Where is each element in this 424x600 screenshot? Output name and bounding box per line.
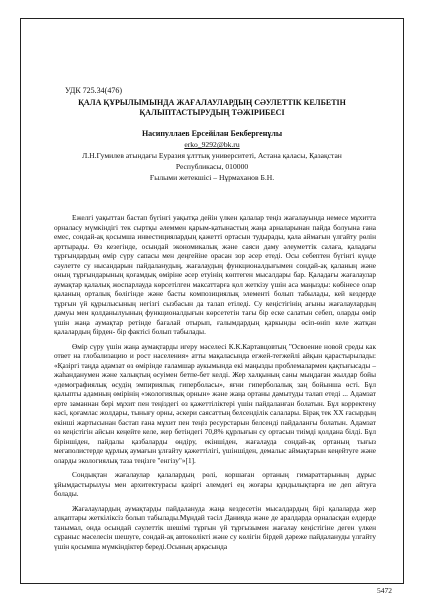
body-paragraph-4: Жағалаулардың аумақтарды пайдалануда жаңа кездесетін мысалдардың бірі қалаларда жер алқаптары жеткіліксіз болып табылады.Мұндай тәсіл Данияда және де аралдарда орналасқан елдерде танымал, онда осындай сәулеттік шешімі тұрғын үй тұрғызымен жағалау кеңістігіне деген үлкен сұраныс мәселесін шешуге, сондай-ақ автокөлікті және су көлігін бірдей дәреже пайдалануды үлгайту үшін қосымша мүмкіндіктер береді.Осының арқасында xyxy=(54,503,376,551)
article-body xyxy=(54,213,376,556)
body-paragraph-2: Өмір сүру үшін жаңа аумақтарды игеру мәселесі К.К.Картавцовтың "Освоение новой среды как ответ на глобализацию и рост населения» атты мақаласында егжей-тегжейлі айқын қарастырылады: «Қазіргі таңда адамзат өз өмірінде ғаламшар аукымында екі маңызды проблемалармен қақтығысады – жаһанданумен және халықтың өсуімен бетпе-бет келді. Жер халқының саны мыңдаған жылдар бойы «демографиялық өсудің эмпириялық гиперболасы», яғни гиперболалық заң бойынша өсті. Бұл қалыпты адамның өмірінің «экологиялық орнын» және жаңа ортаны дамытуды талап етеді ... Адамзат ерте заманнан бері мұхит пен теңіздегі өз қажеттіліктері үшін пайдаланған болатын. Бұл корректену кәсі, қоғамлас жолдары, тынығу орны, әскери саясаттың белсенділік салалары. Бірақ тек ХХ ғасырдың екінші жартысынан бастап ғана мұхит пен теңіз ресурстарын белсенді пайдаланғы болатын. Адамзат өз кеңістігін айсын кеңейте келе, жер бетіндегі 70,8% құрлығын су ортасын тиімді қолдана білді. Бұл біріншіден, пайдалы қазбаларды өндіру, екіншіден, жағалауда сондай-ақ ортаның тығыз мегаполистерде құрлық аумағын ұлғайту қажеттілігі, үшіншіден, демалыс аймақтарын кеңейтуге және оларды экологиялық таза теңізге "енгізу"»[1]. xyxy=(54,341,376,465)
body-paragraph-1: Ежелгі уақыттан бастап бүгінгі уақытқа дейін үлкен қалалар теңіз жағалауында немесе мұхитта орналасу мүмкіндігі тек сыртқы әлеммен қарым-қатынастың жаңа арналарынан пайда болуына ғана емес, сондай-ақ қосымша инвестициялардың қажетті ортасын тудырады, қала аймағын үлгайту рөлін арттырады. Өз кезегінде, осындай экономикалық және саяси даму әлеуметтік салаға, қаладағы тұрғындардың өмір сүру сапасы мен деңгейіне орасан зор әсер етеді. Осы себептен бүгінгі күнде сәулетте су нысандарын пайдаланудың, жағалаудың функционалдығымен сондай-ақ қаланың және оның тұрғындарының қоғамдық өміріне әсер етуінің көптеген мысалдары бар. Қаладағы жағалаулар аумақтар қалалық жоспарлауда көрсетілген максаттарға қол жеткізу үшін аса маңызды: көбінесе олар қаланың орталық бөлігінде және басты композициялық элементі болып табылады, кей кездерде тұрғын үй құрылысының негізгі сызбасын да талап етіледі. Су кеңістігінің ағыны жағалаулардың дамуы мен қолданылуының функционалдығын көрсететін тағы бір еске салатын себеп, оларды өмір үшін жаңа аумақтар ретінде бағалай отырып, ғалымдардың қаркынды өсіп-өніп келе жатқан қалалардың бірден- бір фактісі болып табылады. xyxy=(54,213,376,336)
page-number: 5472 xyxy=(377,586,392,595)
author-name: Насипуллаев Ерсейілан Бекбергенұлы xyxy=(141,129,283,138)
author-country: Республикасы, 010000 xyxy=(175,162,249,171)
author-email[interactable]: erko_9292@bk.ru xyxy=(184,140,240,149)
author-affiliation: Л.Н.Гумилев атындағы Еуразия ұлттық университеті, Астана қаласы, Қазақстан xyxy=(82,151,342,160)
article-title-line-1: ҚАЛА ҚҰРЫЛЫМЫНДА ЖАҒАЛАУЛАРДЫҢ СӘУЛЕТТІК КЕЛБЕТІН xyxy=(78,98,346,107)
scientific-supervisor: Ғылыми жетекшісі – Нұрмаханов Б.Н. xyxy=(149,173,275,182)
body-paragraph-3: Сондықтан жағалаулар қалалардың рөлі, коршаған ортаның гимараттарының дұрыс ұйымдастырылуы мен архитектурасы қазіргі әлемдегі ең жоғары құндылықтарға ие деп айтуға болады. xyxy=(54,470,376,498)
udk-code: УДК 725.34(476) xyxy=(65,86,122,95)
article-title-line-2: ҚАЛЫПТАСТЫРУДЫҢ ТӘЖІРИБЕСІ xyxy=(139,108,285,117)
